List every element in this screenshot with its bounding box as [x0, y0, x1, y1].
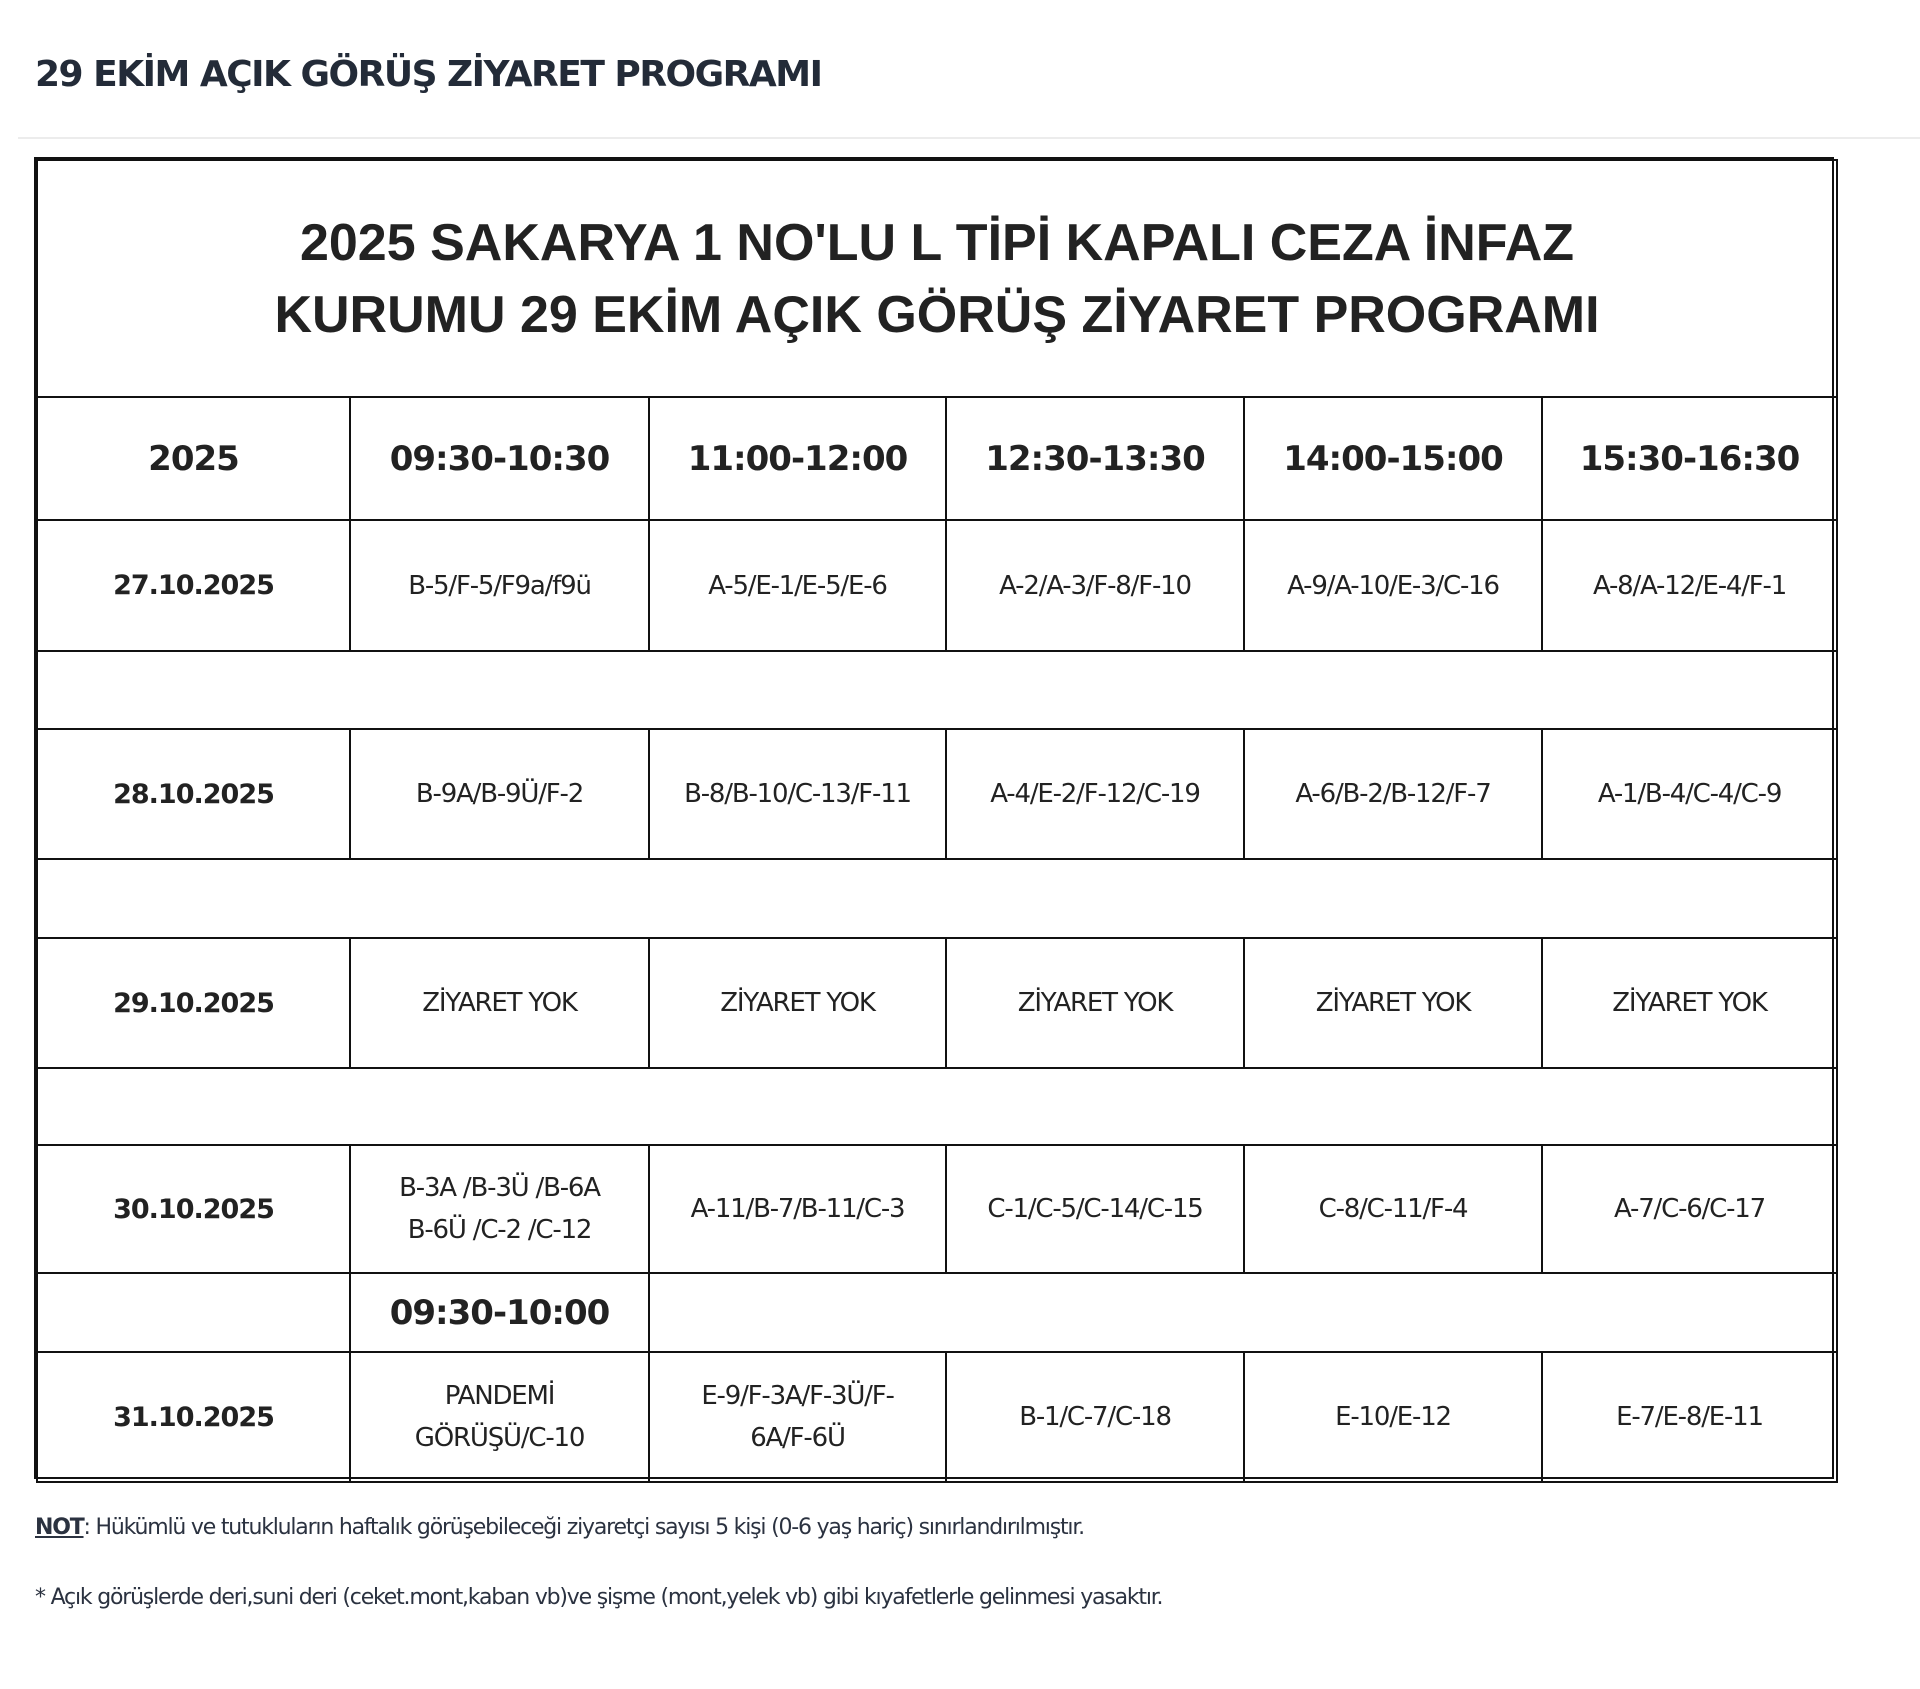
- schedule-title: [37, 160, 1837, 397]
- group-cell: A-11/B-7/B-11/C-3: [649, 1145, 946, 1273]
- time-slot-header: 09:30-10:30: [350, 397, 649, 520]
- date-cell: 27.10.2025: [37, 520, 350, 651]
- no-visit-cell: ZİYARET YOK: [350, 938, 649, 1068]
- date-cell: 29.10.2025: [37, 938, 350, 1068]
- note-visitor-limit: [35, 1515, 1084, 1540]
- group-cell: B-9A/B-9Ü/F-2: [350, 729, 649, 859]
- empty-cell: [649, 1273, 1837, 1352]
- group-cell: B-8/B-10/C-13/F-11: [649, 729, 946, 859]
- spacer-cell: [37, 859, 1837, 938]
- group-cell: E-10/E-12: [1244, 1352, 1542, 1482]
- table-row: [37, 729, 1837, 859]
- heading-divider: [18, 137, 1920, 139]
- time-slot-header: 11:00-12:00: [649, 397, 946, 520]
- note-clothing-rule: * Açık görüşlerde deri,suni deri (ceket.mont,kaban vb)ve şişme (mont,yelek vb) gibi kıyafetlerle gelinmesi yasaktır.: [35, 1585, 1163, 1610]
- special-time-slot: 09:30-10:00: [350, 1273, 649, 1352]
- spacer-cell: [37, 1068, 1837, 1145]
- note-visitor-limit-text: : Hükümlü ve tutukluların haftalık görüşebileceği ziyaretçi sayısı 5 kişi (0-6 yaş hariç) sınırlandırılmıştır.: [83, 1515, 1084, 1540]
- group-cell: A-8/A-12/E-4/F-1: [1542, 520, 1837, 651]
- group-cell: E-7/E-8/E-11: [1542, 1352, 1837, 1482]
- schedule-title-line-2: KURUMU 29 EKİM AÇIK GÖRÜŞ ZİYARET PROGRAMI: [274, 285, 1600, 344]
- group-cell: A-2/A-3/F-8/F-10: [946, 520, 1244, 651]
- group-cell: A-7/C-6/C-17: [1542, 1145, 1837, 1273]
- group-cell: A-5/E-1/E-5/E-6: [649, 520, 946, 651]
- group-cell: B-5/F-5/F9a/f9ü: [350, 520, 649, 651]
- no-visit-cell: ZİYARET YOK: [1244, 938, 1542, 1068]
- group-cell: A-9/A-10/E-3/C-16: [1244, 520, 1542, 651]
- no-visit-cell: ZİYARET YOK: [649, 938, 946, 1068]
- group-cell: C-1/C-5/C-14/C-15: [946, 1145, 1244, 1273]
- visit-schedule-table: [34, 157, 1834, 1479]
- group-cell: A-6/B-2/B-12/F-7: [1244, 729, 1542, 859]
- no-visit-cell: ZİYARET YOK: [1542, 938, 1837, 1068]
- no-visit-cell: ZİYARET YOK: [946, 938, 1244, 1068]
- group-cell: B-3A /B-3Ü /B-6A B-6Ü /C-2 /C-12: [350, 1145, 649, 1273]
- time-slot-header: 15:30-16:30: [1542, 397, 1837, 520]
- group-cell: A-4/E-2/F-12/C-19: [946, 729, 1244, 859]
- schedule-title-line-1: 2025 SAKARYA 1 NO'LU L TİPİ KAPALI CEZA İNFAZ: [299, 213, 1575, 272]
- group-cell: E-9/F-3A/F-3Ü/F- 6A/F-6Ü: [649, 1352, 946, 1482]
- spacer-cell: [37, 651, 1837, 729]
- table-row: [37, 1145, 1837, 1273]
- title-row: [37, 160, 1837, 397]
- note-label: NOT: [35, 1515, 84, 1540]
- spacer-row: [37, 651, 1837, 729]
- year-header: 2025: [37, 397, 350, 520]
- group-cell: B-1/C-7/C-18: [946, 1352, 1244, 1482]
- empty-cell: [37, 1273, 350, 1352]
- date-cell: 31.10.2025: [37, 1352, 350, 1482]
- table-row: [37, 1352, 1837, 1482]
- group-cell: PANDEMİ GÖRÜŞÜ/C-10: [350, 1352, 649, 1482]
- spacer-row: [37, 1068, 1837, 1145]
- date-cell: 28.10.2025: [37, 729, 350, 859]
- date-cell: 30.10.2025: [37, 1145, 350, 1273]
- header-row: [37, 397, 1837, 520]
- page-heading: 29 EKİM AÇIK GÖRÜŞ ZİYARET PROGRAMI: [35, 54, 822, 95]
- time-slot-header: 14:00-15:00: [1244, 397, 1542, 520]
- special-slot-row: [37, 1273, 1837, 1352]
- table-row: [37, 938, 1837, 1068]
- group-cell: A-1/B-4/C-4/C-9: [1542, 729, 1837, 859]
- group-cell: C-8/C-11/F-4: [1244, 1145, 1542, 1273]
- spacer-row: [37, 859, 1837, 938]
- time-slot-header: 12:30-13:30: [946, 397, 1244, 520]
- table-row: [37, 520, 1837, 651]
